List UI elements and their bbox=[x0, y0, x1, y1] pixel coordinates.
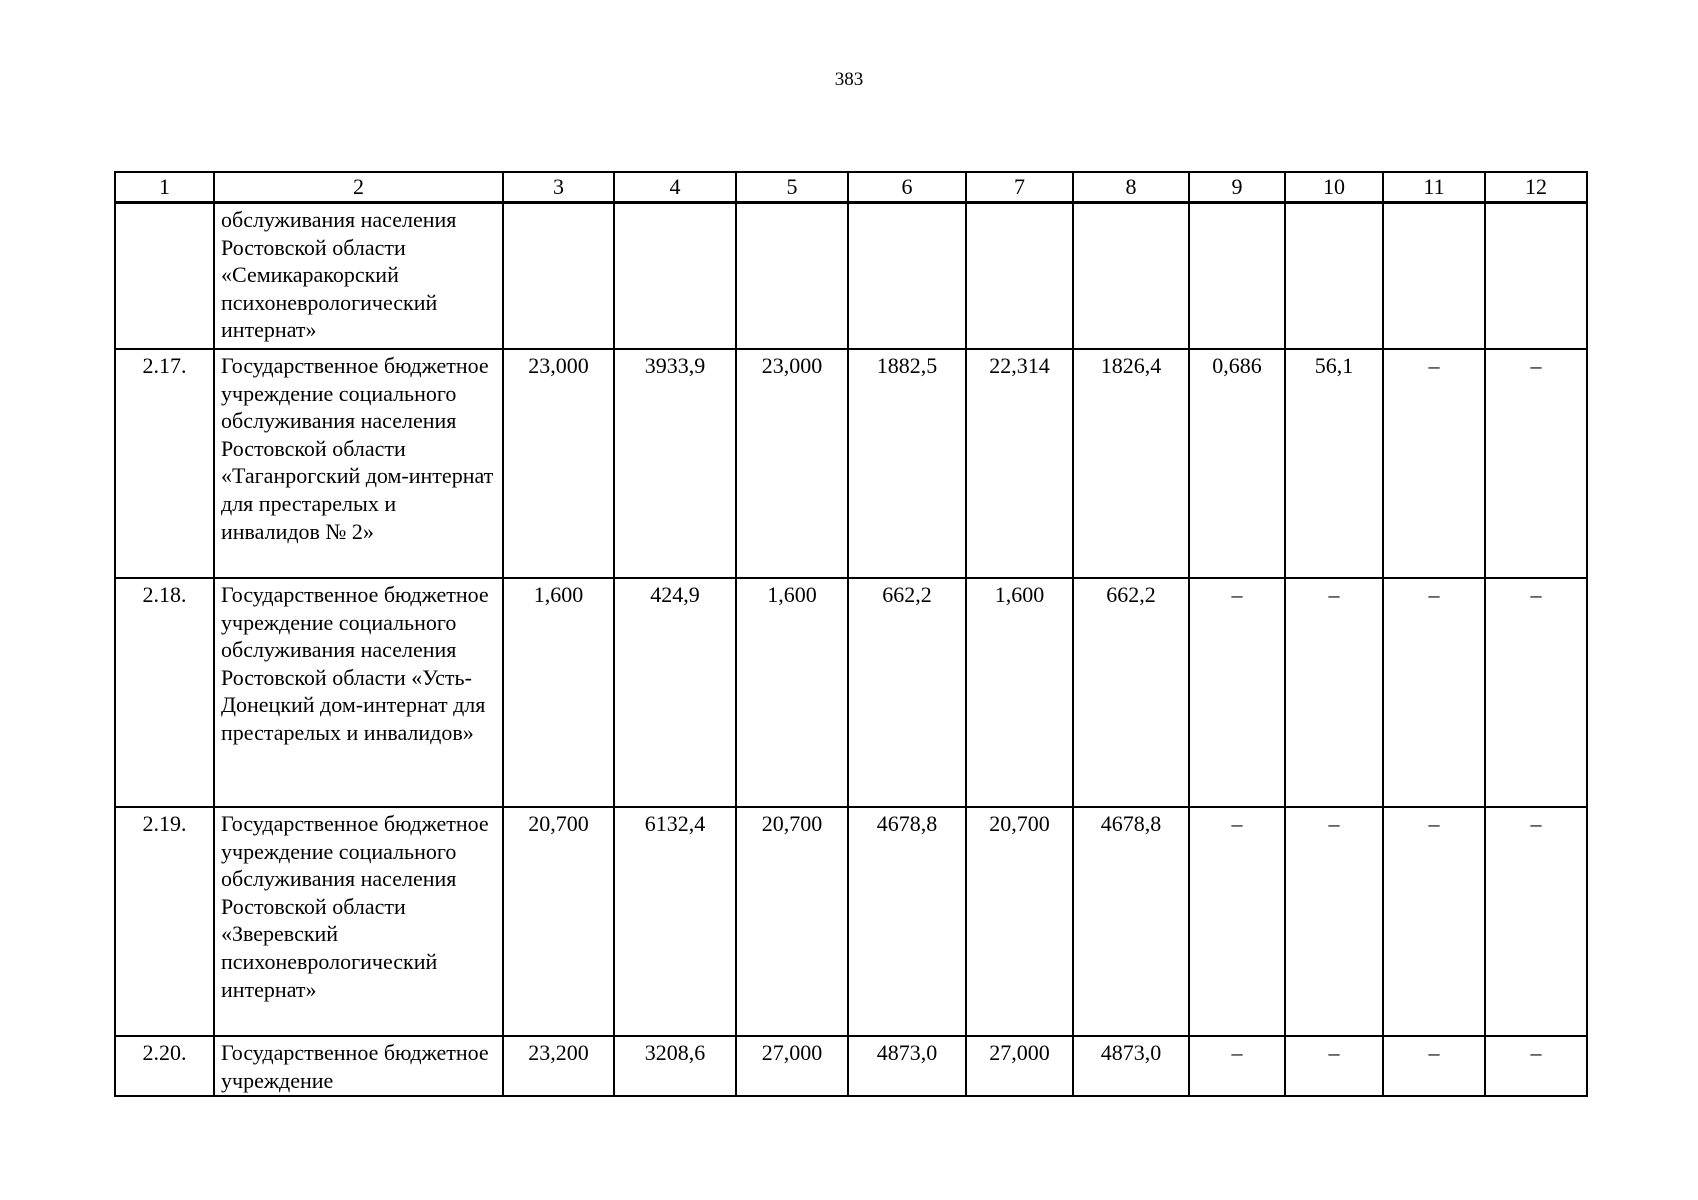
institution-name: обслуживания населения Ростовской области «Семикаракорский психоневрологический интернат» bbox=[214, 203, 503, 350]
value-cell: 27,000 bbox=[966, 1036, 1073, 1096]
table-row bbox=[115, 203, 1587, 350]
value-cell: 1882,5 bbox=[848, 349, 966, 578]
value-cell: 4873,0 bbox=[1073, 1036, 1189, 1096]
institution-name: Государственное бюджетное учреждение социального обслуживания населения Ростовской области «Зверевский психоневрологический интернат» bbox=[214, 807, 503, 1036]
value-cell: 3933,9 bbox=[614, 349, 736, 578]
value-cell bbox=[503, 203, 614, 350]
value-cell: 662,2 bbox=[848, 578, 966, 807]
value-cell: – bbox=[1189, 807, 1285, 1036]
institution-name: Государственное бюджетное учреждение социального обслуживания населения Ростовской области «Усть-Донецкий дом-интернат для престарелых и инвалидов» bbox=[214, 578, 503, 807]
column-header: 12 bbox=[1485, 172, 1587, 203]
column-header: 1 bbox=[115, 172, 214, 203]
value-cell: 22,314 bbox=[966, 349, 1073, 578]
value-cell bbox=[966, 203, 1073, 350]
value-cell bbox=[736, 203, 848, 350]
value-cell: 3208,6 bbox=[614, 1036, 736, 1096]
value-cell bbox=[848, 203, 966, 350]
column-header: 6 bbox=[848, 172, 966, 203]
table-row bbox=[115, 578, 1587, 807]
column-header: 10 bbox=[1285, 172, 1383, 203]
row-number: 2.20. bbox=[115, 1036, 214, 1096]
row-number: 2.18. bbox=[115, 578, 214, 807]
value-cell: 4678,8 bbox=[1073, 807, 1189, 1036]
value-cell: – bbox=[1383, 1036, 1485, 1096]
value-cell: 23,000 bbox=[736, 349, 848, 578]
value-cell: 1826,4 bbox=[1073, 349, 1189, 578]
table-row bbox=[115, 807, 1587, 1036]
value-cell: – bbox=[1189, 578, 1285, 807]
value-cell: – bbox=[1383, 807, 1485, 1036]
value-cell: 23,000 bbox=[503, 349, 614, 578]
value-cell: 1,600 bbox=[736, 578, 848, 807]
table-row bbox=[115, 349, 1587, 578]
column-header: 4 bbox=[614, 172, 736, 203]
value-cell: 424,9 bbox=[614, 578, 736, 807]
value-cell bbox=[1383, 203, 1485, 350]
value-cell: 1,600 bbox=[503, 578, 614, 807]
value-cell: 56,1 bbox=[1285, 349, 1383, 578]
value-cell: 27,000 bbox=[736, 1036, 848, 1096]
page-number: 383 bbox=[834, 69, 864, 90]
value-cell: 20,700 bbox=[966, 807, 1073, 1036]
institution-name: Государственное бюджетное учреждение социального обслуживания населения Ростовской области «Таганрогский дом-интернат для престарелых и инвалидов № 2» bbox=[214, 349, 503, 578]
column-header: 5 bbox=[736, 172, 848, 203]
value-cell: 20,700 bbox=[736, 807, 848, 1036]
value-cell: 0,686 bbox=[1189, 349, 1285, 578]
column-header: 2 bbox=[214, 172, 503, 203]
value-cell: – bbox=[1485, 1036, 1587, 1096]
value-cell: 23,200 bbox=[503, 1036, 614, 1096]
row-number bbox=[115, 203, 214, 350]
value-cell bbox=[1189, 203, 1285, 350]
table-row bbox=[115, 1036, 1587, 1096]
row-number: 2.17. bbox=[115, 349, 214, 578]
row-number: 2.19. bbox=[115, 807, 214, 1036]
column-header: 9 bbox=[1189, 172, 1285, 203]
value-cell bbox=[1285, 203, 1383, 350]
column-header: 3 bbox=[503, 172, 614, 203]
value-cell: – bbox=[1485, 578, 1587, 807]
value-cell bbox=[614, 203, 736, 350]
column-header: 8 bbox=[1073, 172, 1189, 203]
column-header: 7 bbox=[966, 172, 1073, 203]
value-cell: 6132,4 bbox=[614, 807, 736, 1036]
value-cell: – bbox=[1189, 1036, 1285, 1096]
value-cell: – bbox=[1383, 349, 1485, 578]
value-cell: 4678,8 bbox=[848, 807, 966, 1036]
data-table bbox=[114, 171, 1588, 1097]
value-cell bbox=[1485, 203, 1587, 350]
value-cell: 662,2 bbox=[1073, 578, 1189, 807]
value-cell: 20,700 bbox=[503, 807, 614, 1036]
value-cell: – bbox=[1485, 349, 1587, 578]
institution-name: Государственное бюджетное учреждение bbox=[214, 1036, 503, 1096]
value-cell: – bbox=[1383, 578, 1485, 807]
value-cell: – bbox=[1485, 807, 1587, 1036]
value-cell: – bbox=[1285, 807, 1383, 1036]
column-number-row bbox=[115, 172, 1587, 203]
value-cell: – bbox=[1285, 578, 1383, 807]
value-cell: – bbox=[1285, 1036, 1383, 1096]
value-cell bbox=[1073, 203, 1189, 350]
column-header: 11 bbox=[1383, 172, 1485, 203]
value-cell: 1,600 bbox=[966, 578, 1073, 807]
value-cell: 4873,0 bbox=[848, 1036, 966, 1096]
